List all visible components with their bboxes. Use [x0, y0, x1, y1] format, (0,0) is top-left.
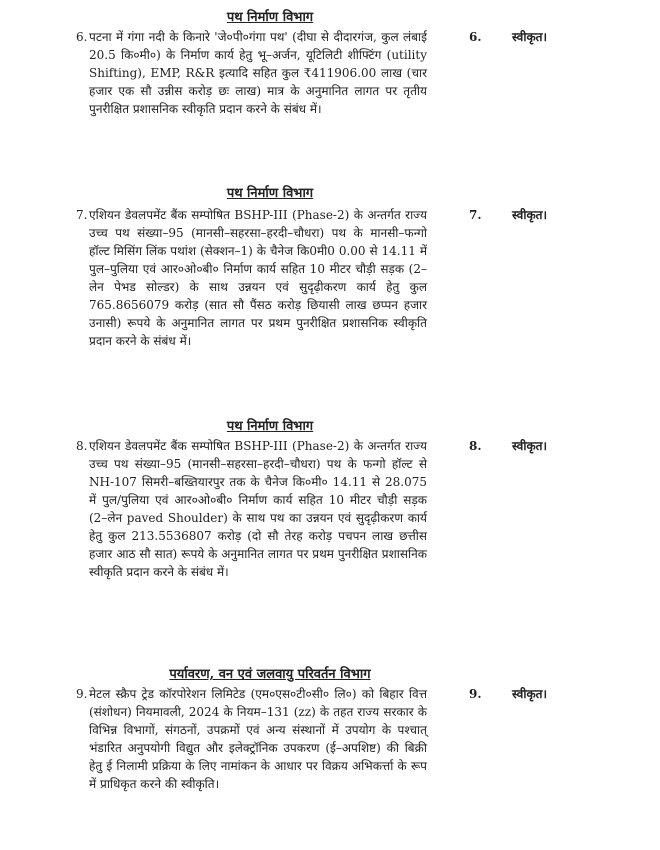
- decision-number: 8.: [469, 439, 482, 453]
- decision-status: स्वीकृत।: [512, 687, 548, 701]
- item-text: मेटल स्क्रैप ट्रेड कॉरपोरेशन लिमिटेड (एम०एस०टी०सी० लि०) को बिहार वित्त (संशोधन) नियमावली, 2024 के नियम–131 (zz) के तहत राज्य सरकार के विभिन्न विभागों, संगठनों, उपक्रमों एवं अन्य संस्थानों में उपयोग के पश्चात् भंडारित अनुपयोगी विद्युत और इलेक्ट्रॉनिक उपकरण (ई–अपशिष्ट) की बिक्री हेतु ई निलामी प्रक्रिया के लिए नामांकन के आधार पर विक्रय अभिकर्त्ता के रूप में प्राधिकृत करने की स्वीकृति।: [89, 687, 427, 791]
- decision-number: 7.: [469, 208, 482, 222]
- item-text: एशियन डेवलपमेंट बैंक सम्पोषित BSHP-III (Phase-2) के अन्तर्गत राज्य उच्च पथ संख्या–95 (मानसी–सहरसा–हरदी–चौधरा) पथ के फन्गो हॉल्ट से NH-107 सिमरी–बख्तियारपुर तक के चैनेज कि०मी० 14.11 से 28.075 में पुल/पुलिया एवं आर०ओ०बी० निर्माण कार्य सहित 10 मीटर चौड़ी सड़क (2–लेन paved Shoulder) के साथ पथ का उन्नयन एवं सुदृढ़ीकरण कार्य हेतु कुल 213.5536807 करोड़ (दो सौ तेरह करोड़ पचपन लाख छत्तीस हजार आठ सौ सात) रूपये के अनुमानित लागत पर प्रथम पुनरीक्षित प्रशासनिक स्वीकृति प्रदान करने के संबंध में।: [89, 439, 427, 579]
- department-heading: पथ निर्माण विभाग: [226, 419, 314, 434]
- decision-status: स्वीकृत।: [512, 30, 548, 44]
- item-text: एशियन डेवलपमेंट बैंक सम्पोषित BSHP-III (Phase-2) के अन्तर्गत राज्य उच्च पथ संख्या–95 (मानसी–सहरसा–हरदी–चौधरा) पथ के मानसी–फन्गो हॉल्ट मिसिंग लिंक पथांश (सेक्शन–1) के चैनेज कि0मी0 0.00 से 14.11 में पुल–पुलिया एवं आर०ओ०बी० निर्माण कार्य सहित 10 मीटर चौड़ी सड़क (2–लेन पेभड सोल्डर) के साथ उन्नयन एवं सुदृढ़ीकरण कार्य हेतु कुल 765.8656079 करोड़ (सात सौ पैंसठ करोड़ छियासी लाख छप्पन हजार उनासी) रूपये के अनुमानित लागत पर प्रथम पुनरीक्षित प्रशासनिक स्वीकृति प्रदान करने के संबंध में।: [89, 208, 427, 348]
- decision-status: स्वीकृत।: [512, 208, 548, 222]
- decision-number: 6.: [469, 30, 482, 44]
- item-number: 8.: [76, 439, 88, 453]
- department-heading: पथ निर्माण विभाग: [226, 186, 314, 201]
- item-number: 7.: [76, 208, 88, 222]
- item-number: 6.: [76, 30, 88, 44]
- decision-status: स्वीकृत।: [512, 439, 548, 453]
- department-heading: पथ निर्माण विभाग: [226, 10, 314, 25]
- department-heading: पर्यावरण, वन एवं जलवायु परिवर्तन विभाग: [169, 667, 371, 682]
- item-text: पटना में गंगा नदी के किनारे 'जे०पी०गंगा पथ' (दीघा से दीदारगंज, कुल लंबाई 20.5 कि०मी०) के निर्माण कार्य हेतु भू–अर्जन, यूटिलिटी शीफ्टिंग (utility Shifting), EMP, R&R इत्यादि सहित कुल ₹411906.00 लाख (चार हजार एक सौ उन्नीस करोड़ छः लाख) मात्र के अनुमानित लागत पर तृतीय पुनरीक्षित प्रशासनिक स्वीकृति प्रदान करने के संबंध में।: [89, 30, 427, 116]
- item-number: 9.: [76, 687, 88, 701]
- decision-number: 9.: [469, 687, 482, 701]
